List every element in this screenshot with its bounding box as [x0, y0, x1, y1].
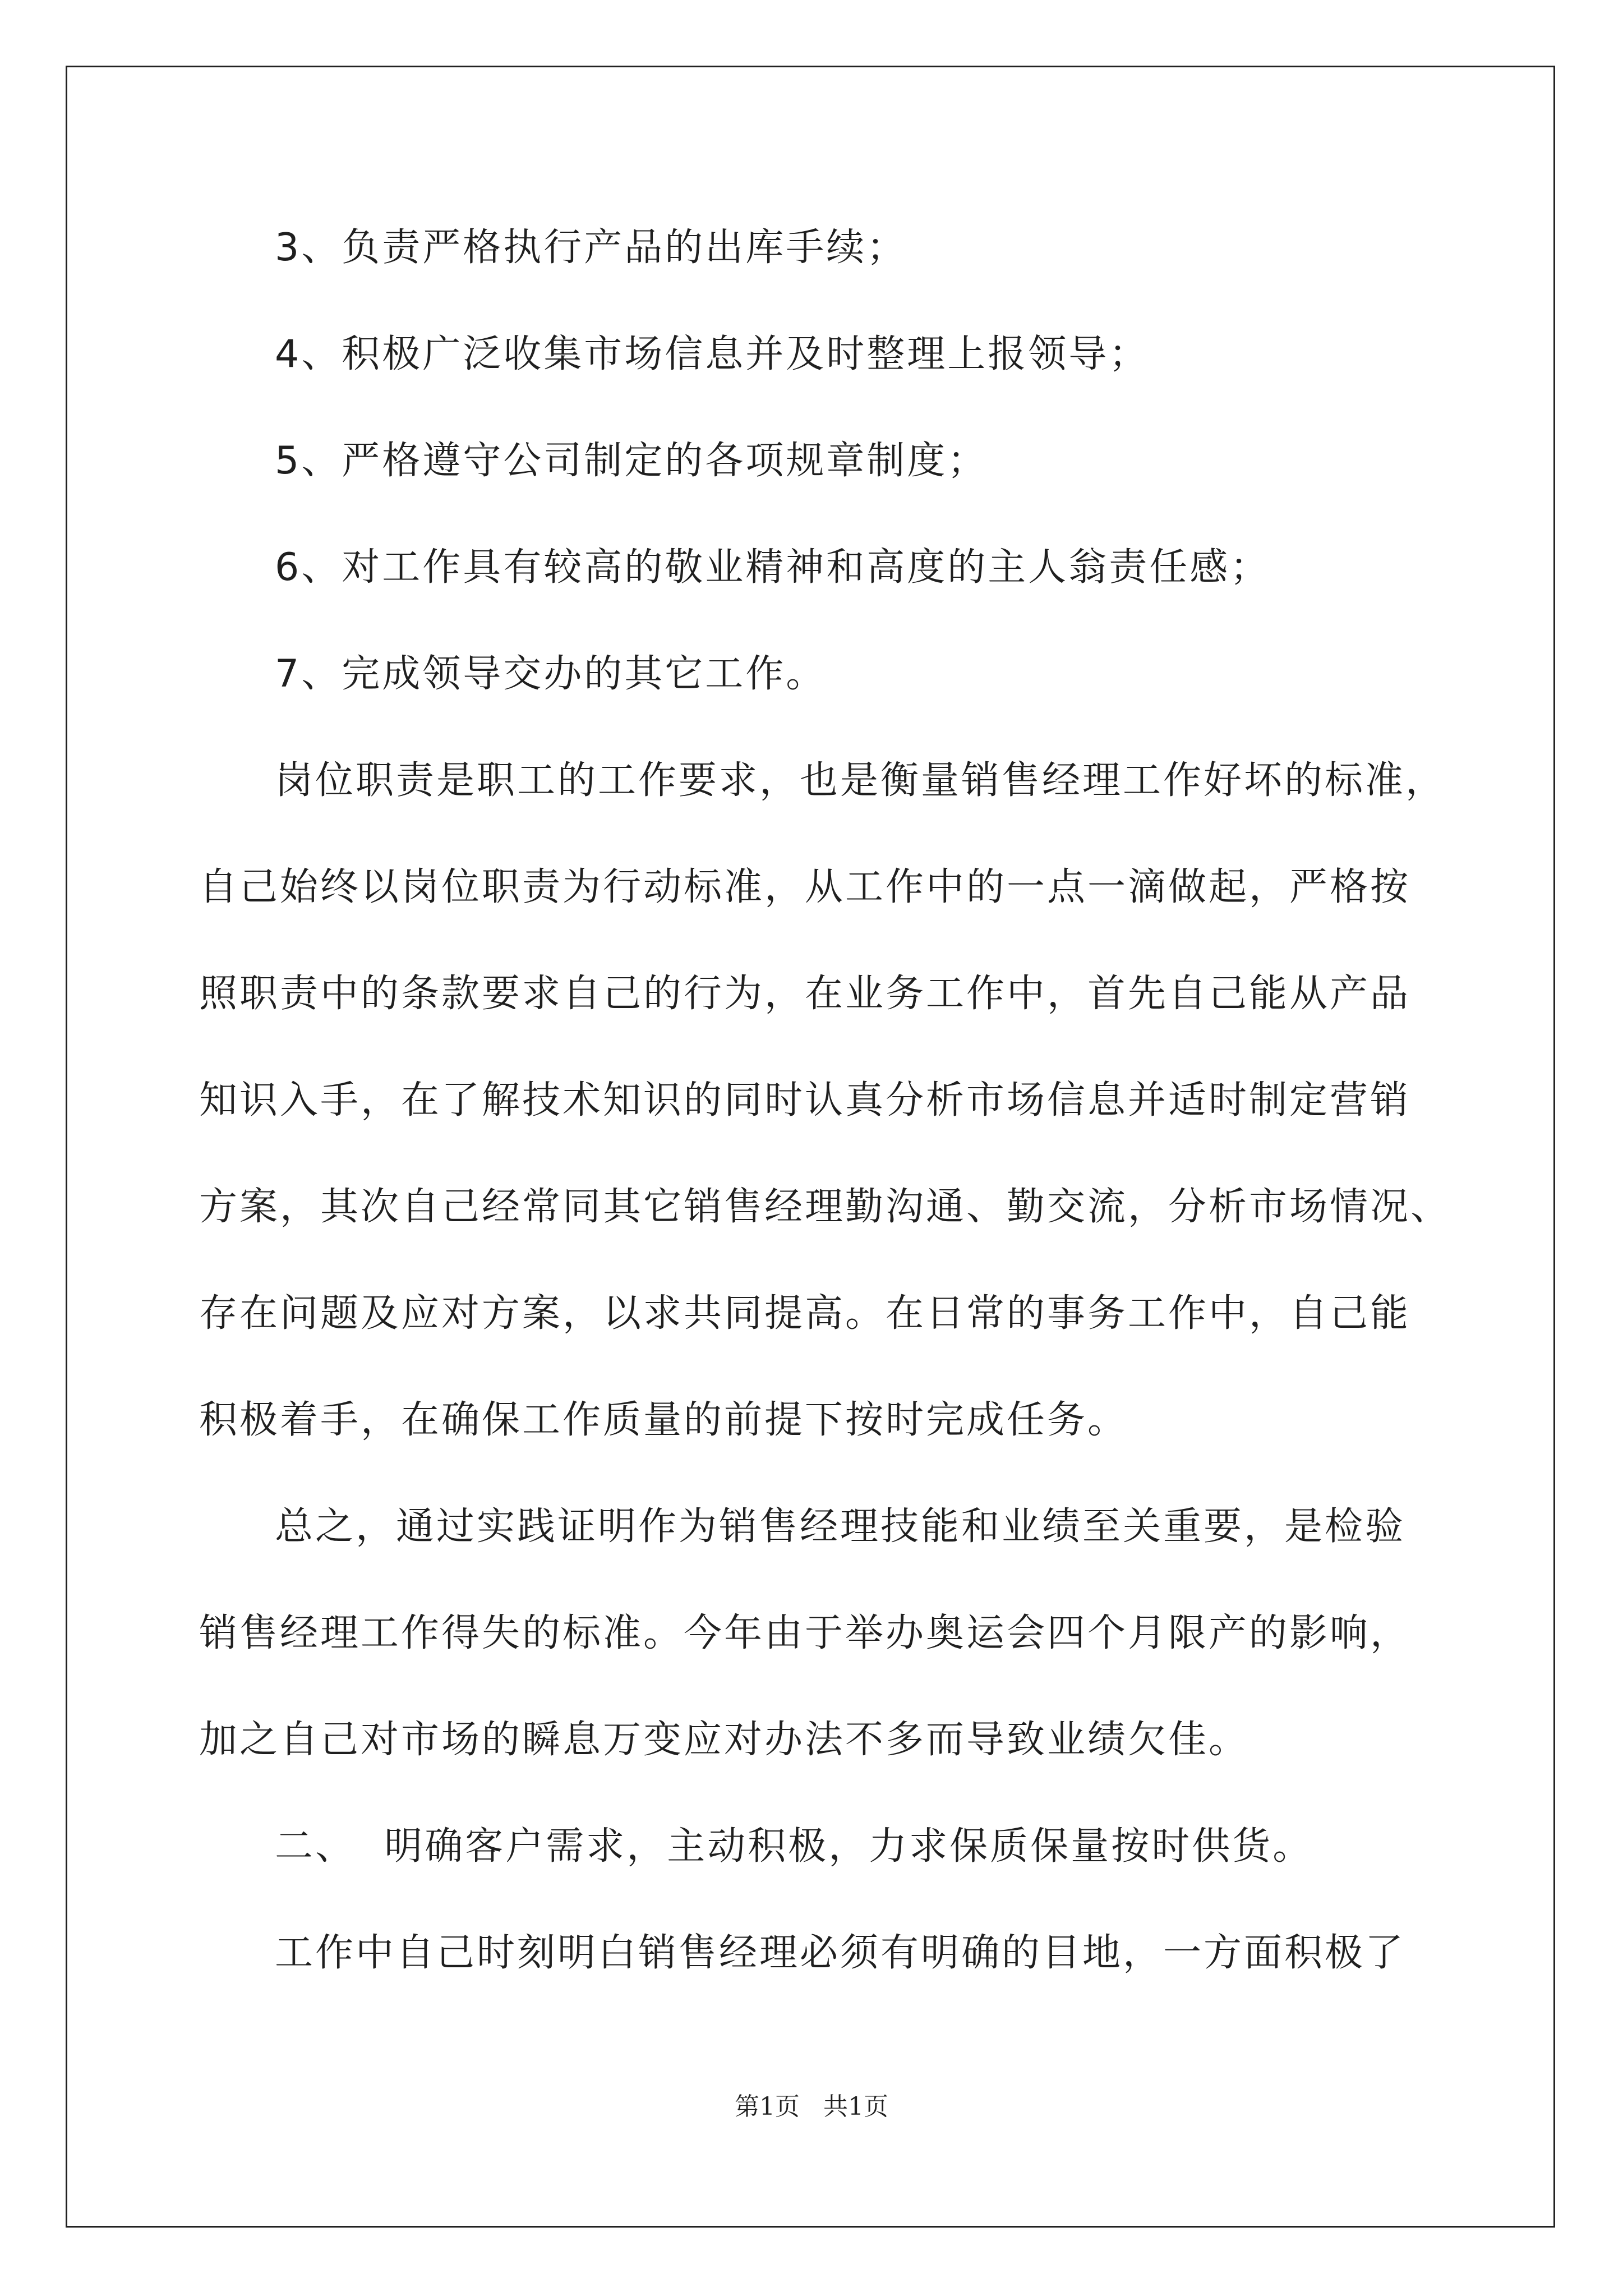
paragraph-line: 方案，其次自己经常同其它销售经理勤沟通、勤交流，分析市场情况、 [199, 1185, 1451, 1229]
section-heading: 二、 明确客户需求，主动积极，力求保质保量按时供货。 [275, 1824, 1313, 1869]
paragraph-line: 工作中自己时刻明白销售经理必须有明确的目地，一方面积极了 [275, 1931, 1406, 1975]
list-item-5: 5、严格遵守公司制定的各项规章制度； [275, 439, 988, 483]
paragraph-line: 存在问题及应对方案，以求共同提高。在日常的事务工作中，自己能 [199, 1291, 1411, 1336]
page-number-footer: 第1页 共1页 [735, 2092, 888, 2121]
list-item-3: 3、负责严格执行产品的出库手续； [275, 226, 907, 270]
list-item-7: 7、完成领导交办的其它工作。 [275, 652, 827, 696]
paragraph-line: 加之自己对市场的瞬息万变应对办法不多而导致业绩欠佳。 [199, 1718, 1249, 1762]
paragraph-line: 自己始终以岗位职责为行动标准，从工作中的一点一滴做起，严格按 [199, 865, 1411, 909]
list-item-6: 6、对工作具有较高的敬业精神和高度的主人翁责任感； [275, 545, 1271, 590]
paragraph-line: 积极着手，在确保工作质量的前提下按时完成任务。 [199, 1398, 1128, 1442]
paragraph-line: 总之，通过实践证明作为销售经理技能和业绩至关重要，是检验 [275, 1504, 1406, 1549]
paragraph-line: 照职责中的条款要求自己的行为，在业务工作中，首先自己能从产品 [199, 972, 1411, 1016]
paragraph-line: 岗位职责是职工的工作要求，也是衡量销售经理工作好坏的标准， [275, 758, 1446, 803]
paragraph-line: 销售经理工作得失的标准。今年由于举办奥运会四个月限产的影响， [199, 1611, 1411, 1655]
list-item-4: 4、积极广泛收集市场信息并及时整理上报领导； [275, 332, 1150, 376]
paragraph-line: 知识入手，在了解技术知识的同时认真分析市场信息并适时制定营销 [199, 1078, 1411, 1122]
page-border [66, 66, 1555, 2228]
